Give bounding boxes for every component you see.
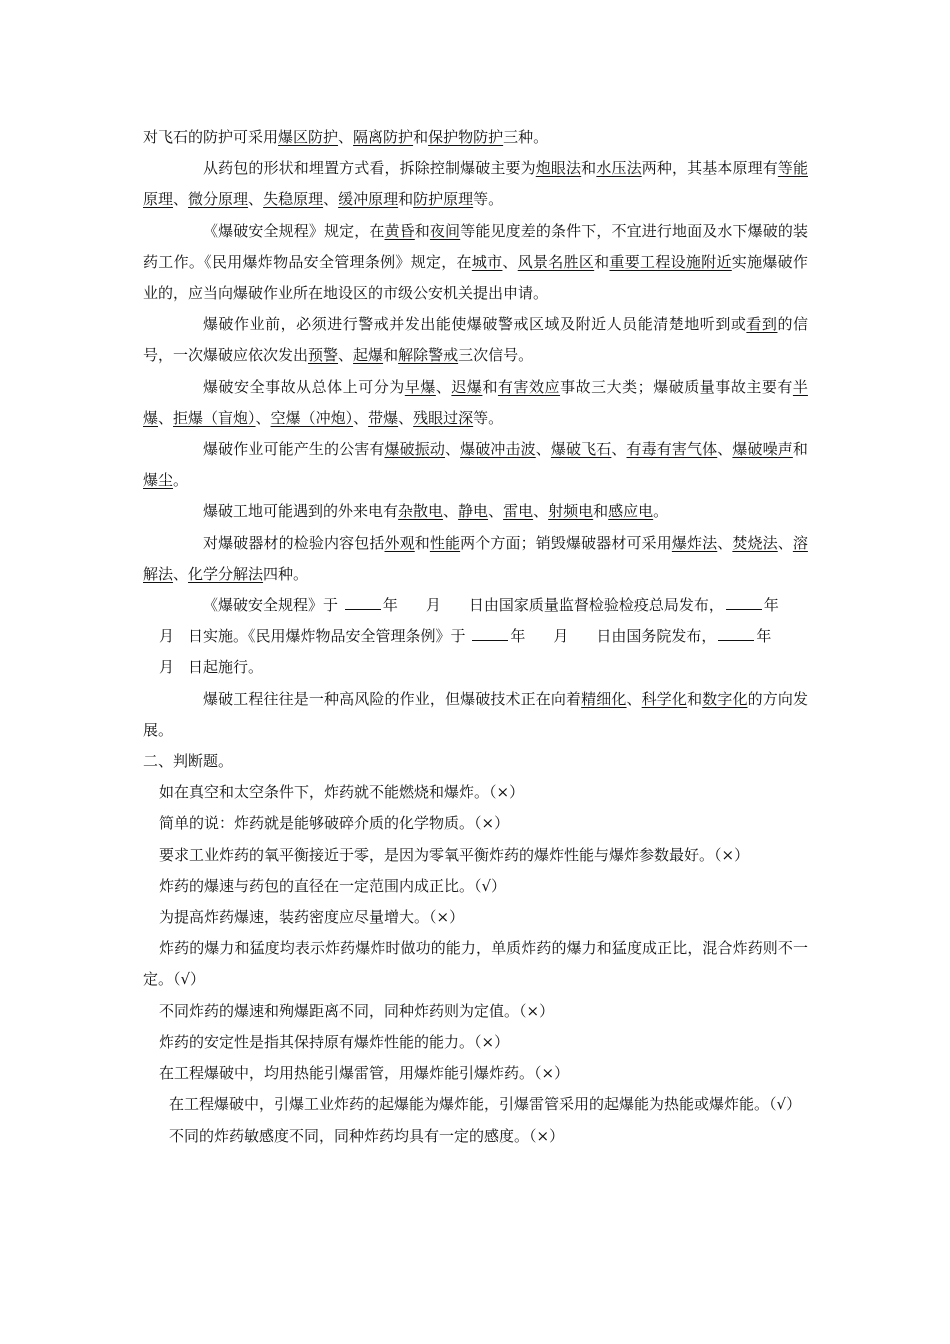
question-text: 、 <box>248 190 264 209</box>
question-text: 爆破作业可能产生的公害有 <box>203 440 385 459</box>
answer-text: 重要工程设施附近 <box>609 252 732 271</box>
answer-text: 水压法 <box>596 159 642 178</box>
blank-line <box>345 595 381 610</box>
fill-blank-paragraph <box>143 434 808 496</box>
answer-text: 外观 <box>384 533 415 552</box>
answer-text: 雷电 <box>503 502 534 521</box>
answer-text: 炮眼法 <box>535 159 582 178</box>
judgment-item: 在工程爆破中，引爆工业炸药的起爆能为爆炸能，引爆雷管采用的起爆能为热能或爆炸能。（√） <box>169 1095 802 1114</box>
question-text: 和 <box>383 346 399 365</box>
question-text: 和 <box>687 689 703 708</box>
question-text: 、 <box>611 440 627 459</box>
fill-blank-paragraph <box>143 496 808 527</box>
answer-text: 看到 <box>746 315 778 334</box>
answer-text: 爆破振动 <box>384 440 445 459</box>
question-text: 两种，其基本原理有 <box>641 159 778 178</box>
question-text: 、 <box>173 564 189 583</box>
judgment-item: 简单的说：炸药就是能够破碎介质的化学物质。（×） <box>159 814 510 833</box>
answer-text: 焚烧法 <box>732 533 778 552</box>
answer-text: 科学化 <box>641 689 688 708</box>
judgment-list <box>143 777 808 1151</box>
answer-text: 杂散电 <box>398 502 444 521</box>
question-text: 、 <box>535 440 551 459</box>
question-text: 爆破工地可能遇到的外来电有 <box>203 502 399 521</box>
question-text: 三次信号。 <box>458 346 534 365</box>
answer-text: 化学分解法 <box>188 564 264 583</box>
fill-blank-paragraph <box>143 216 808 310</box>
answer-text: 数字化 <box>702 689 748 708</box>
implemented-text: 日实施。 <box>188 627 249 646</box>
question-text: 、 <box>435 377 452 396</box>
word-year: 年 <box>763 596 779 615</box>
answer-text: 失稳原理 <box>263 190 324 209</box>
answer-text: 风景名胜区 <box>517 252 595 271</box>
judgment-item: 不同的炸药敏感度不同，同种炸药均具有一定的感度。（×） <box>169 1126 565 1145</box>
answer-text: 爆炸法 <box>671 533 718 552</box>
answer-text: 射频电 <box>548 502 594 521</box>
rules-title: 《爆破安全规程》 <box>203 596 324 615</box>
answer-text: 爆破噪声 <box>732 440 793 459</box>
answer-text: 爆尘 <box>143 471 174 490</box>
answer-text: 夜间 <box>429 221 461 240</box>
document-body <box>143 122 808 1152</box>
judgment-item: 炸药的爆力和猛度均表示炸药爆炸时做功的能力，单质炸药的爆力和猛度成正比，混合炸药则不一定。（√） <box>143 939 808 989</box>
question-text: 四种。 <box>263 564 309 583</box>
judgment-item: 如在真空和太空条件下，炸药就不能燃烧和爆炸。（×） <box>159 783 525 802</box>
question-text: 和 <box>581 159 597 178</box>
state-council-text: 日由国务院发布， <box>596 627 717 646</box>
answer-text: 黄昏 <box>384 221 415 240</box>
blank-line <box>726 595 762 610</box>
question-text: 、 <box>717 533 733 552</box>
question-text: 、 <box>255 408 271 427</box>
question-text: 和 <box>482 377 498 396</box>
question-text: 、 <box>398 408 414 427</box>
answer-text: 有害效应 <box>497 377 561 396</box>
answer-text: 精细化 <box>581 689 627 708</box>
question-text: 等。 <box>473 190 504 209</box>
word-month: 月 <box>553 627 569 646</box>
final-fill-paragraph <box>143 684 808 746</box>
answer-text: 缓冲原理 <box>338 190 399 209</box>
answer-text: 半爆 <box>143 377 808 427</box>
question-text: 两个方面；销毁爆破器材可采用 <box>460 533 672 552</box>
question-text: 和 <box>398 190 414 209</box>
question-text: 对爆破器材的检验内容包括 <box>203 533 385 552</box>
word-month: 月 <box>159 658 175 677</box>
judgment-item: 要求工业炸药的氧平衡接近于零，是因为零氧平衡炸药的爆炸性能与爆炸参数最好。（×） <box>159 845 750 864</box>
question-text: 、 <box>323 190 339 209</box>
answer-text: 带爆 <box>368 408 399 427</box>
question-text: 和 <box>413 128 429 146</box>
question-text: 和 <box>414 533 430 552</box>
judgment-item: 炸药的爆速与药包的直径在一定范围内成正比。（√） <box>159 876 507 895</box>
question-text: 。 <box>173 471 189 490</box>
answer-text: 爆破飞石 <box>550 440 612 459</box>
question-text: 和 <box>593 502 609 521</box>
judgment-item: 炸药的安定性是指其保持原有爆炸性能的能力。（×） <box>159 1032 510 1051</box>
answer-text: 爆破冲击波 <box>460 440 536 459</box>
answer-text: 残眼过深 <box>413 408 474 427</box>
question-text: 实施爆破作业的，应当向爆破作业所在地设区的市级公安机关提出申请。 <box>143 252 808 303</box>
question-text: 、 <box>353 408 369 427</box>
question-text: 从药包的形状和埋置方式看，拆除控制爆破主要为 <box>203 159 536 178</box>
question-text: 爆破安全事故从总体上可分为 <box>203 377 405 396</box>
word-month: 月 <box>159 627 175 646</box>
published-text: 日由国家质量监督检验检疫总局发布， <box>468 596 724 615</box>
answer-text: 感应电 <box>608 502 654 521</box>
blank-line <box>718 626 754 641</box>
question-text: 爆破工程往往是一种高风险的作业，但爆破技术正在向着 <box>203 689 582 708</box>
question-text: 和 <box>792 440 808 459</box>
answer-text: 解除警戒 <box>398 346 459 365</box>
question-text: 的方向发展。 <box>143 689 808 739</box>
answer-text: 空爆（冲炮） <box>270 408 354 427</box>
word-year: 年 <box>510 627 526 646</box>
word-month: 月 <box>425 596 441 615</box>
answer-text: 有毒有害气体 <box>626 440 718 459</box>
fill-blank-paragraph <box>143 528 808 590</box>
fill-blank-paragraph <box>143 122 808 153</box>
answer-text: 早爆 <box>404 377 436 396</box>
question-text: 和 <box>414 221 430 240</box>
answer-text: 静电 <box>458 502 489 521</box>
question-text: 爆破作业前，必须进行警戒并发出能使爆破警戒区域及附近人员能清楚地听到或 <box>203 315 747 334</box>
question-text: 和 <box>594 252 610 271</box>
answer-text: 溶解法 <box>143 533 808 583</box>
answer-text: 预警 <box>308 346 339 365</box>
question-text: 、 <box>443 502 459 521</box>
dates-question <box>143 590 808 684</box>
question-text: 的信号，一次爆破应依次发出 <box>143 315 808 365</box>
fill-in-blank-section <box>143 122 808 590</box>
answer-text: 起爆 <box>353 346 384 365</box>
word-yu: 于 <box>323 596 339 615</box>
fill-blank-paragraph <box>143 309 808 371</box>
question-text: 、 <box>626 689 642 708</box>
section-two-heading: 二、判断题。 <box>143 752 234 771</box>
question-text: 、 <box>338 128 354 146</box>
question-text: 、 <box>338 346 354 365</box>
question-text: 《爆破安全规程》规定，在 <box>203 221 385 240</box>
word-year: 年 <box>756 627 772 646</box>
answer-text: 迟爆 <box>451 377 483 396</box>
answer-text: 隔离防护 <box>353 128 414 146</box>
blank-line <box>472 626 508 641</box>
fill-blank-paragraph <box>143 372 808 434</box>
question-text: 、 <box>158 408 174 427</box>
answer-text: 保护物防护 <box>428 128 504 146</box>
question-text: 、 <box>533 502 549 521</box>
word-yu: 于 <box>450 627 466 646</box>
fill-blank-paragraph <box>143 153 808 215</box>
judgment-item: 在工程爆破中，均用热能引爆雷管，用爆炸能引爆炸药。（×） <box>159 1064 570 1083</box>
question-text: 、 <box>445 440 461 459</box>
answer-text: 微分原理 <box>188 190 249 209</box>
answer-text: 防护原理 <box>413 190 474 209</box>
judgment-item: 为提高炸药爆速，装药密度应尽量增大。（×） <box>159 908 465 927</box>
question-text: 事故三大类；爆破质量事故主要有 <box>560 377 793 396</box>
question-text: 、 <box>717 440 733 459</box>
question-text: 对飞石的防护可采用 <box>143 128 279 146</box>
question-text: 。 <box>653 502 669 521</box>
question-text: 、 <box>173 190 189 209</box>
answer-text: 城市 <box>471 252 503 271</box>
question-text: 、 <box>488 502 504 521</box>
effective-text: 日起施行。 <box>188 658 264 677</box>
question-text: 三种。 <box>503 128 549 146</box>
answer-text: 性能 <box>429 533 461 552</box>
answer-text: 等能原理 <box>143 159 808 209</box>
question-text: 等能见度差的条件下，不宜进行地面及水下爆破的装药工作。《民用爆炸物品安全管理条例》规定，在 <box>143 221 808 271</box>
question-text: 、 <box>502 252 518 271</box>
question-text: 、 <box>777 533 793 552</box>
answer-text: 拒爆（盲炮） <box>173 408 256 427</box>
answer-text: 爆区防护 <box>278 128 339 146</box>
word-year: 年 <box>382 596 398 615</box>
regulation-title: 《民用爆炸物品安全管理条例》 <box>248 627 451 646</box>
question-text: 等。 <box>473 408 504 427</box>
judgment-item: 不同炸药的爆速和殉爆距离不同，同种炸药则为定值。（×） <box>159 1001 555 1020</box>
